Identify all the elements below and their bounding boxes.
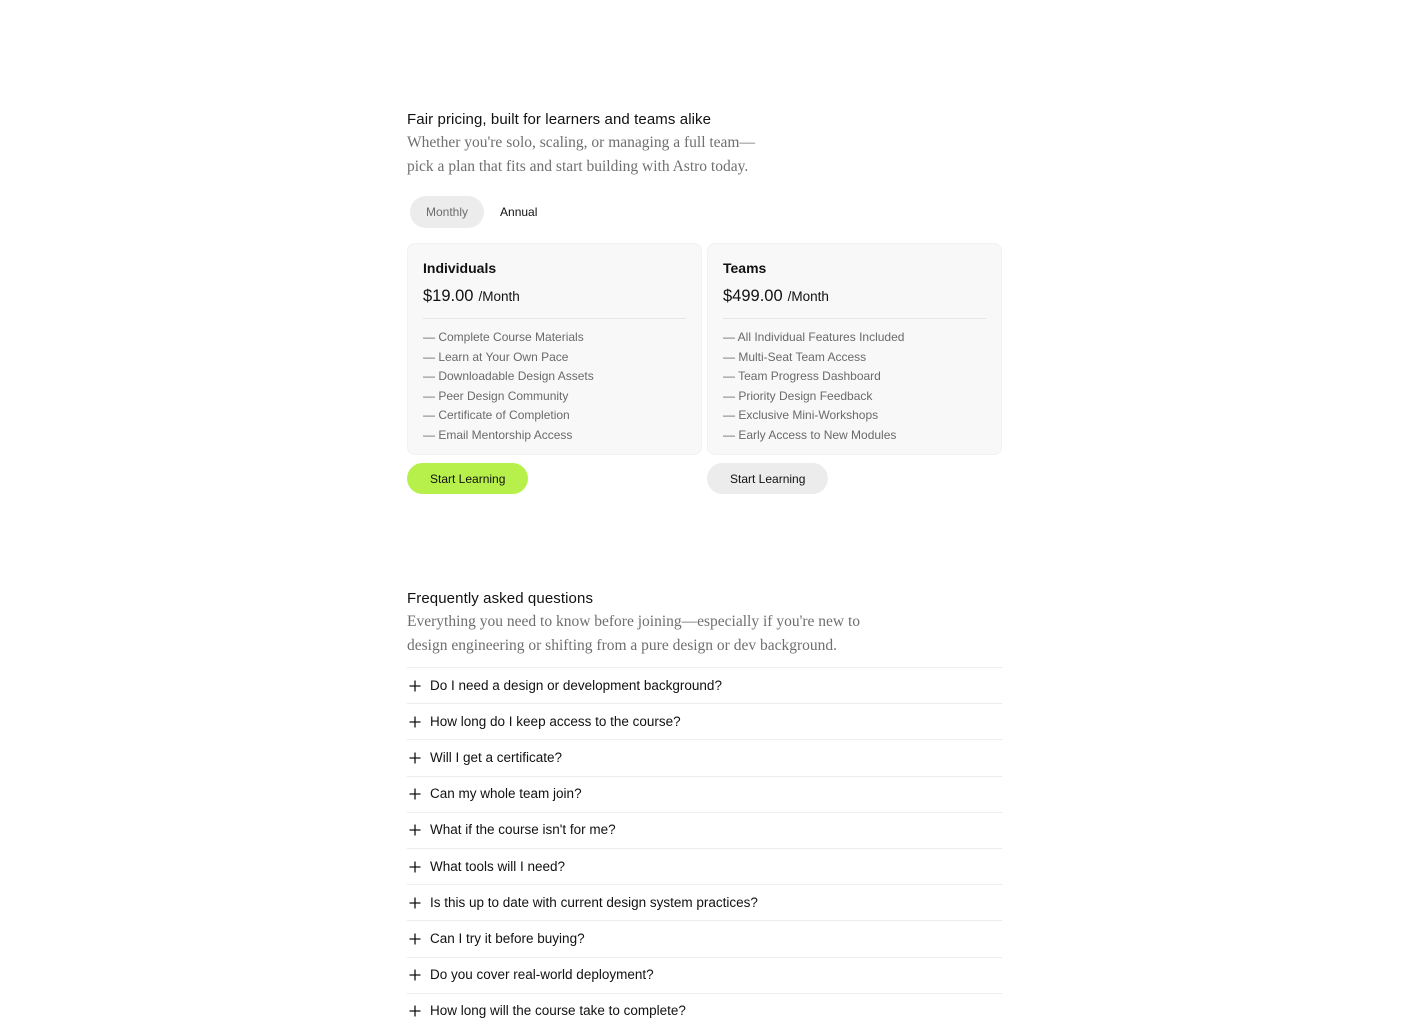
- feature-item: — Email Mentorship Access: [423, 427, 573, 442]
- faq-item[interactable]: [407, 704, 1002, 740]
- plan-period: /Month: [478, 289, 520, 304]
- faq-item[interactable]: [407, 885, 1002, 921]
- feature-item: — Peer Design Community: [423, 388, 569, 403]
- faq-question: How long do I keep access to the course?: [430, 713, 681, 729]
- faq-question: Do you cover real-world deployment?: [430, 967, 654, 983]
- faq-item[interactable]: [407, 994, 1002, 1029]
- plan-card-individuals: [407, 243, 702, 455]
- plan-price: $499.00: [723, 287, 783, 305]
- faq-item[interactable]: [407, 958, 1002, 994]
- faq-item[interactable]: [407, 921, 1002, 957]
- faq-question: How long will the course take to complete?: [430, 1003, 686, 1019]
- feature-item: — Exclusive Mini-Workshops: [723, 408, 879, 423]
- feature-item: — All Individual Features Included: [723, 330, 905, 344]
- feature-item: — Priority Design Feedback: [723, 388, 873, 403]
- pricing-subtitle-line: Whether you're solo, scaling, or managing a full team—: [407, 134, 755, 151]
- faq-question: What if the course isn't for me?: [430, 822, 616, 838]
- faq-list: [407, 667, 1002, 1029]
- card-divider: [423, 318, 686, 319]
- plan-name: Individuals: [423, 260, 497, 276]
- pricing-cards: [407, 243, 1002, 494]
- plus-icon: [408, 751, 422, 765]
- plus-icon: [408, 968, 422, 982]
- faq-item[interactable]: [407, 813, 1002, 849]
- feature-item: — Early Access to New Modules: [723, 427, 897, 442]
- faq-item[interactable]: [407, 849, 1002, 885]
- plan-column-teams: [707, 243, 1002, 494]
- plus-icon: [408, 896, 422, 910]
- billing-toggle: [410, 196, 1002, 228]
- feature-item: — Multi-Seat Team Access: [723, 349, 867, 364]
- feature-list: [423, 328, 686, 446]
- price-row: [423, 287, 686, 309]
- toggle-monthly-button[interactable]: Monthly: [410, 196, 484, 228]
- faq-question: Do I need a design or development background?: [430, 677, 722, 693]
- plan-price: $19.00: [423, 287, 474, 305]
- plus-icon: [408, 1004, 422, 1018]
- faq-title: Frequently asked questions: [407, 590, 594, 607]
- pricing-subtitle-line: pick a plan that fits and start building with Astro today.: [407, 158, 749, 175]
- pricing-subtitle: [407, 131, 1002, 179]
- plan-period: /Month: [787, 289, 829, 304]
- plus-icon: [408, 679, 422, 693]
- faq-question: Can I try it before buying?: [430, 930, 585, 946]
- faq-item[interactable]: [407, 668, 1002, 704]
- feature-item: — Certificate of Completion: [423, 408, 570, 423]
- feature-list: [723, 328, 986, 446]
- faq-section: [407, 589, 1002, 1029]
- plus-icon: [408, 932, 422, 946]
- plus-icon: [408, 860, 422, 874]
- faq-question: Can my whole team join?: [430, 786, 582, 802]
- plus-icon: [408, 823, 422, 837]
- plus-icon: [408, 715, 422, 729]
- plus-icon: [408, 787, 422, 801]
- faq-question: Is this up to date with current design system practices?: [430, 894, 758, 910]
- pricing-title: Fair pricing, built for learners and teams alike: [407, 111, 712, 128]
- faq-question: Will I get a certificate?: [430, 749, 563, 765]
- faq-item[interactable]: [407, 740, 1002, 776]
- faq-question: What tools will I need?: [430, 858, 566, 874]
- faq-subtitle-line: design engineering or shifting from a pure design or dev background.: [407, 637, 838, 654]
- toggle-annual-button[interactable]: Annual: [484, 196, 553, 228]
- plan-column-individuals: [407, 243, 702, 494]
- price-row: [723, 287, 986, 309]
- feature-item: — Learn at Your Own Pace: [423, 349, 569, 364]
- pricing-section: [407, 110, 1002, 494]
- start-learning-individuals-button[interactable]: Start Learning: [407, 463, 528, 494]
- plan-name: Teams: [723, 260, 767, 276]
- faq-subtitle-line: Everything you need to know before joining—especially if you're new to: [407, 613, 861, 630]
- faq-subtitle: [407, 610, 1002, 658]
- plan-card-teams: [707, 243, 1002, 455]
- faq-item[interactable]: [407, 777, 1002, 813]
- card-divider: [723, 318, 986, 319]
- feature-item: — Team Progress Dashboard: [723, 369, 881, 384]
- start-learning-teams-button[interactable]: Start Learning: [707, 463, 828, 494]
- feature-item: — Complete Course Materials: [423, 330, 584, 344]
- feature-item: — Downloadable Design Assets: [423, 369, 594, 384]
